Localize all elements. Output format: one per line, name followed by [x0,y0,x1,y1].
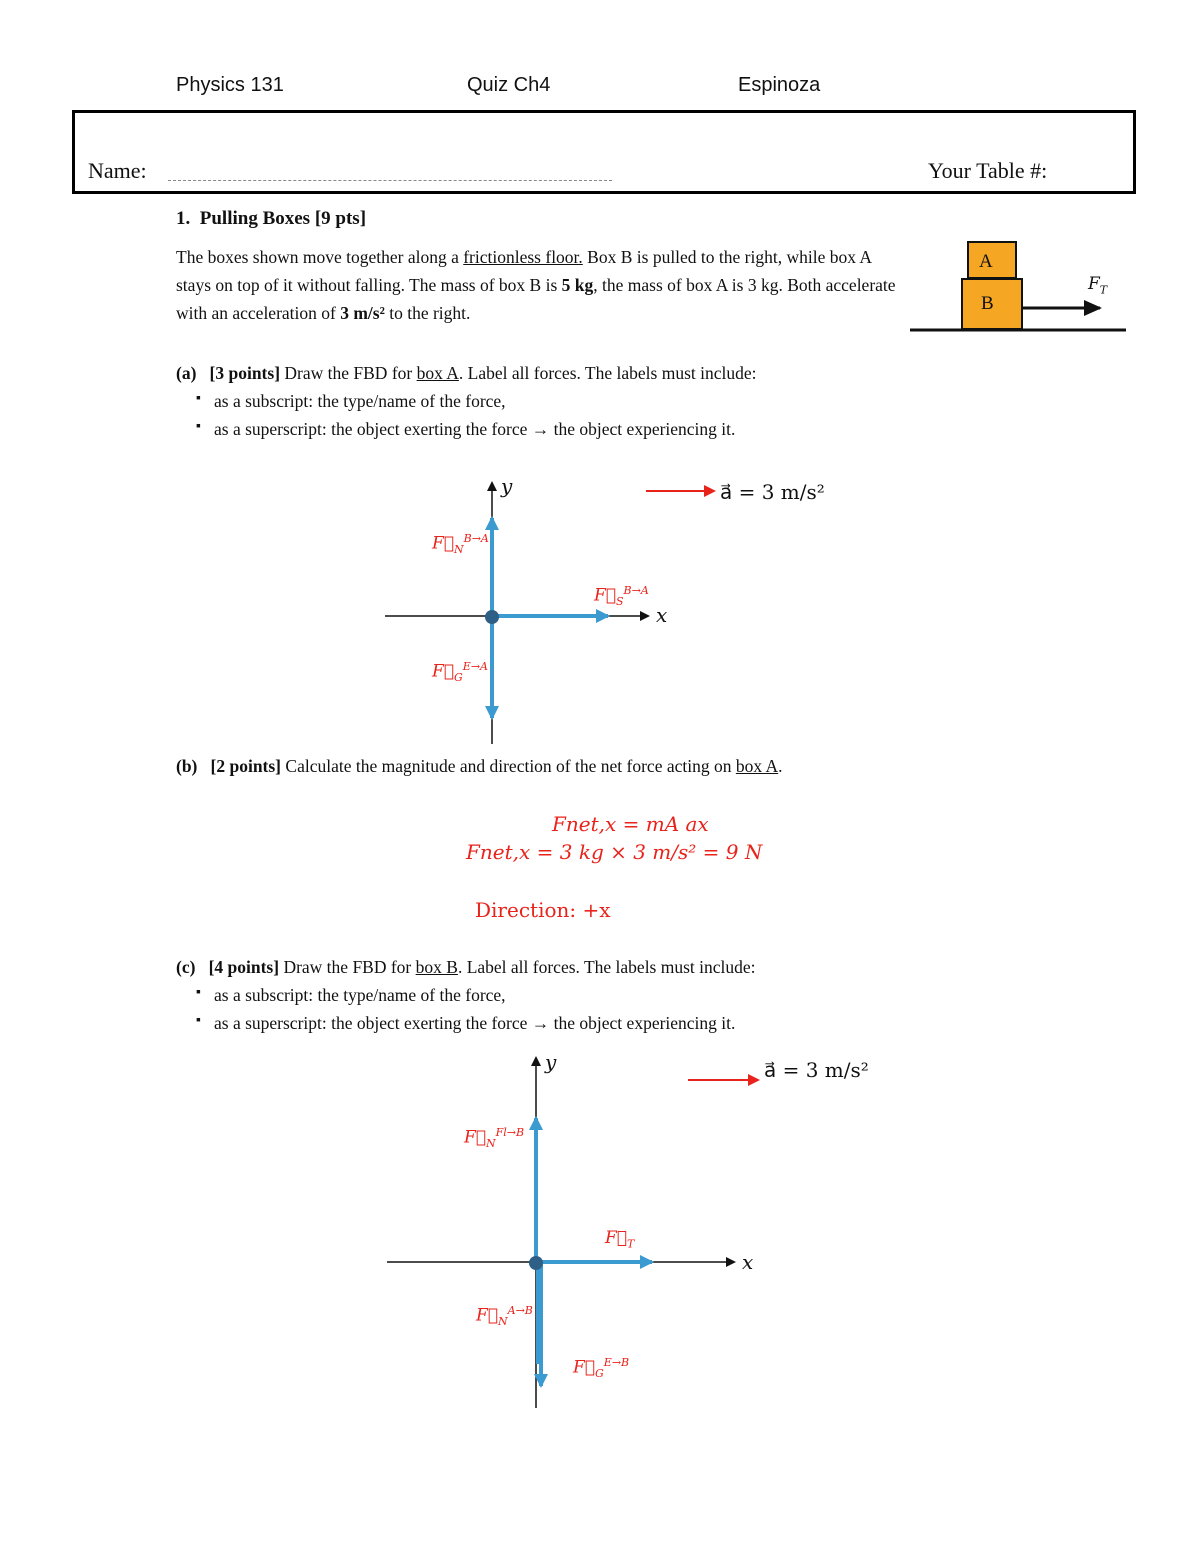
intro-text: , the mass of box A is 3 kg. Both accelerate with an acceleration of [176,275,896,323]
problem-number: 1. [176,208,191,229]
part-a-text: Draw the FBD for [280,363,417,383]
force-base: F⃗ [605,1228,627,1248]
intro-text: to the right. [384,303,471,323]
part-b-points: [2 points] [210,756,282,776]
part-c-text: . Label all forces. The labels must include: [457,957,756,977]
fbd-b-normal-a-label [476,1302,533,1330]
force-sup: Fl→B [495,1126,525,1139]
force-base: F⃗ [476,1305,498,1326]
fbd-b-y-label: y [545,1050,557,1074]
force-sup: E→A [462,660,488,673]
force-sub: T [627,1237,635,1251]
fbd-b-gravity-label [573,1354,629,1382]
fbd-a-gravity-label [432,658,488,686]
force-sub: N [454,543,464,557]
fbd-b-acceleration-label: a⃗ = 3 m/s² [764,1058,869,1082]
part-b-label: (b) [176,756,198,776]
force-sup: E→B [603,1356,630,1369]
intro-acceleration: 3 m/s² [340,303,385,323]
tension-label [1088,276,1107,298]
fbd-a-acceleration-label: a⃗ = 3 m/s² [720,480,825,504]
fbd-a-origin-dot [485,610,499,624]
part-c-text: Draw the FBD for [279,957,416,977]
force-sup: B→A [463,532,489,545]
part-b-text: Calculate the magnitude and direction of the net force acting on [281,756,736,776]
force-sub: N [486,1137,496,1151]
part-c-label: (c) [176,957,196,977]
quiz-title: Quiz Ch4 [467,74,551,96]
part-c-points: [4 points] [208,957,280,977]
intro-text: Box B is pulled to the right, while box A stays on top of it without falling. The mass of box B is [176,247,872,295]
intro-floor: frictionless floor. [463,247,583,267]
intro-text: The boxes shown move together along a [176,247,464,267]
tension-base: F [1088,274,1100,294]
part-c-bullet-1: ▪ as a subscript: the type/name of the force, [214,985,506,1006]
force-sub: G [595,1367,604,1381]
fbd-a-normal-label [432,530,489,558]
table-number-label: Your Table #: [928,158,1048,183]
force-base: F⃗ [432,533,454,554]
fbd-a-y-label: y [501,474,513,498]
part-c-prompt [176,957,756,978]
fbd-b-tension-label [605,1230,634,1252]
part-a-bullet-1: ▪ as a subscript: the type/name of the force, [214,391,506,412]
force-base: F⃗ [432,661,454,682]
force-sub: N [498,1315,508,1329]
part-a-text: . Label all forces. The labels must include: [458,363,757,383]
mass-b: 5 kg [561,275,594,295]
part-b-text: . [778,756,783,776]
instructor-name: Espinoza [738,74,821,96]
course-title: Physics 131 [176,74,284,96]
box-a-label: A [979,251,993,272]
tension-sub: T [1099,283,1108,297]
part-a-bullet-2: ▪ as a superscript: the object exerting the force → the object experiencing it. [214,419,735,440]
force-base: F⃗ [594,585,616,606]
force-sub: S [616,595,624,609]
name-label: Name: [88,158,147,183]
force-sup: B→A [623,584,649,597]
part-c-bullet-2: ▪ as a superscript: the object exerting the force → the object experiencing it. [214,1013,735,1034]
force-sub: G [454,671,463,685]
fbd-b-x-label: x [742,1250,754,1274]
part-a-label: (a) [176,363,197,383]
force-sup: A→B [507,1304,533,1317]
part-a-points: [3 points] [209,363,281,383]
force-base: F⃗ [464,1127,486,1148]
part-a-prompt [176,363,757,384]
fbd-b-normal-floor-label [464,1124,524,1152]
force-base: F⃗ [573,1357,595,1378]
fbd-a-x-label: x [656,603,668,627]
fbd-a-static-friction-label [594,582,649,610]
net-force-calculation: Fnet,x = 3 kg × 3 m/s² = 9 N [466,840,763,864]
net-force-equation: Fnet,x = mA ax [552,812,709,836]
net-force-direction: Direction: +x [475,898,611,922]
problem-title-text: Pulling Boxes [9 pts] [199,208,367,229]
part-b-box: box A [735,756,779,776]
fbd-b-origin-dot [529,1256,543,1270]
part-a-box: box A [416,363,459,383]
part-c-box: box B [415,957,458,977]
part-b-prompt [176,756,783,777]
box-b-label: B [981,293,994,314]
